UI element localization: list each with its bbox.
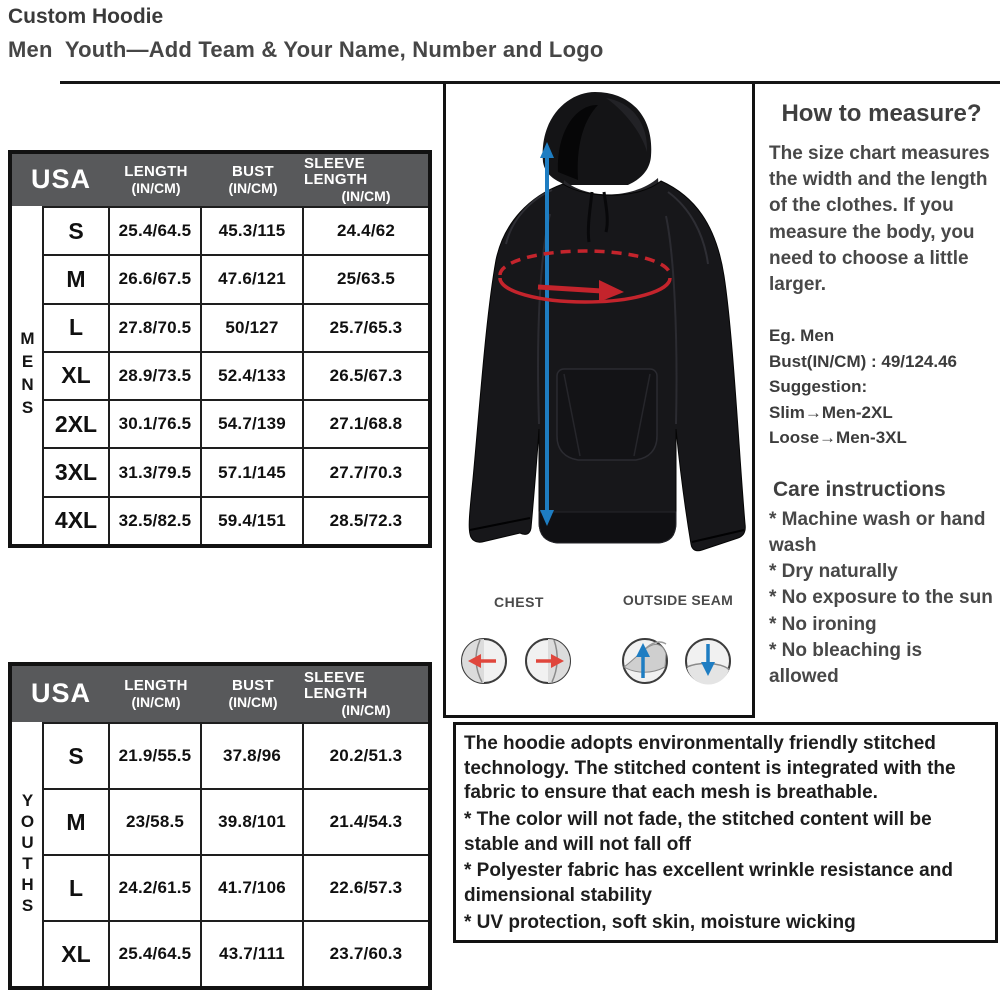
youths-group-cell xyxy=(12,722,44,986)
value-cell: 25/63.5 xyxy=(304,254,428,302)
size-cell: 4XL xyxy=(44,496,110,544)
example-line: Bust(IN/CM) : 49/124.46 xyxy=(769,351,957,371)
hoodie-image xyxy=(469,92,745,551)
size-cell: L xyxy=(44,854,110,920)
example-line: Slim→Men-2XL xyxy=(769,402,893,422)
value-cell: 25.4/64.5 xyxy=(110,920,202,986)
value-cell: 28.9/73.5 xyxy=(110,351,202,399)
value-cell: 31.3/79.5 xyxy=(110,447,202,495)
care-item: * Machine wash or hand wash xyxy=(769,508,986,557)
value-cell: 32.5/82.5 xyxy=(110,496,202,544)
mens-size-table xyxy=(8,150,432,548)
product-description-panel xyxy=(453,722,998,943)
size-cell: M xyxy=(44,254,110,302)
value-cell: 37.8/96 xyxy=(202,722,304,788)
value-cell: 59.4/151 xyxy=(202,496,304,544)
example-line: Eg. Men xyxy=(769,326,835,346)
value-cell: 28.5/72.3 xyxy=(304,496,428,544)
youths-bust-header: BUST (IN/CM) xyxy=(202,666,304,722)
outside-seam-down-icon xyxy=(686,639,730,685)
size-cell: L xyxy=(44,303,110,351)
youths-length-header: LENGTH (IN/CM) xyxy=(110,666,202,722)
value-cell: 25.4/64.5 xyxy=(110,206,202,254)
value-cell: 24.4/62 xyxy=(304,206,428,254)
youths-group-label: YOUTHS xyxy=(18,791,37,917)
value-cell: 47.6/121 xyxy=(202,254,304,302)
value-cell: 26.6/67.5 xyxy=(110,254,202,302)
value-cell: 50/127 xyxy=(202,303,304,351)
value-cell: 23.7/60.3 xyxy=(304,920,428,986)
mens-usa-header: USA xyxy=(12,154,110,206)
size-cell: M xyxy=(44,788,110,854)
value-cell: 21.4/54.3 xyxy=(304,788,428,854)
value-cell: 27.1/68.8 xyxy=(304,399,428,447)
size-cell: S xyxy=(44,206,110,254)
size-cell: S xyxy=(44,722,110,788)
size-example-block xyxy=(769,323,994,451)
value-cell: 21.9/55.5 xyxy=(110,722,202,788)
size-cell: 2XL xyxy=(44,399,110,447)
value-cell: 25.7/65.3 xyxy=(304,303,428,351)
value-cell: 24.2/61.5 xyxy=(110,854,202,920)
value-cell: 57.1/145 xyxy=(202,447,304,495)
page-title: Custom Hoodie xyxy=(8,5,164,28)
how-to-measure-body: The size chart measures the width and the length of the clothes. If you measure the body, you need to choose a little larger. xyxy=(769,143,990,296)
size-cell: XL xyxy=(44,351,110,399)
value-cell: 43.7/111 xyxy=(202,920,304,986)
care-item: * No exposure to the sun xyxy=(769,587,993,609)
description-line: * Polyester fabric has excellent wrinkle resistance and dimensional stability xyxy=(464,860,953,907)
care-instructions-heading: Care instructions xyxy=(773,477,946,501)
size-cell: XL xyxy=(44,920,110,986)
how-to-measure-panel xyxy=(755,84,1000,718)
value-cell: 23/58.5 xyxy=(110,788,202,854)
mens-sleeve-header: SLEEVE LENGTH (IN/CM) xyxy=(304,154,428,206)
outside-seam-label: OUTSIDE SEAM xyxy=(622,592,734,608)
value-cell: 41.7/106 xyxy=(202,854,304,920)
value-cell: 30.1/76.5 xyxy=(110,399,202,447)
chest-label: CHEST xyxy=(494,594,544,610)
value-cell: 54.7/139 xyxy=(202,399,304,447)
page-subtitle: Men Youth—Add Team & Your Name, Number and Logo xyxy=(8,37,604,62)
value-cell: 26.5/67.3 xyxy=(304,351,428,399)
value-cell: 20.2/51.3 xyxy=(304,722,428,788)
value-cell: 22.6/57.3 xyxy=(304,854,428,920)
hoodie-measurement-diagram xyxy=(446,84,752,712)
chest-width-right-icon xyxy=(526,639,570,683)
description-line: The hoodie adopts environmentally friendly stitched technology. The stitched content is integrated with the fabric to ensure that each mesh is breathable. xyxy=(464,733,956,804)
care-item: * No ironing xyxy=(769,613,877,635)
youths-usa-header: USA xyxy=(12,666,110,722)
value-cell: 52.4/133 xyxy=(202,351,304,399)
description-line: * The color will not fade, the stitched content will be stable and will not fall off xyxy=(464,809,932,855)
youths-size-table xyxy=(8,662,432,990)
how-to-measure-heading: How to measure? xyxy=(781,100,982,127)
chest-width-left-icon xyxy=(462,639,506,683)
value-cell: 45.3/115 xyxy=(202,206,304,254)
example-line: Suggestion: xyxy=(769,377,868,397)
value-cell: 27.8/70.5 xyxy=(110,303,202,351)
care-item: * No bleaching is allowed xyxy=(769,639,923,688)
size-cell: 3XL xyxy=(44,447,110,495)
youths-sleeve-header: SLEEVE LENGTH (IN/CM) xyxy=(304,666,428,722)
mens-length-header: LENGTH (IN/CM) xyxy=(110,154,202,206)
mens-group-label: MENS xyxy=(18,328,37,421)
value-cell: 39.8/101 xyxy=(202,788,304,854)
example-line: Loose→Men-3XL xyxy=(769,428,907,448)
mens-group-cell xyxy=(12,206,44,544)
outside-seam-up-icon xyxy=(623,639,667,683)
description-line: * UV protection, soft skin, moisture wicking xyxy=(464,911,856,933)
value-cell: 27.7/70.3 xyxy=(304,447,428,495)
mens-bust-header: BUST (IN/CM) xyxy=(202,154,304,206)
hoodie-diagram-panel xyxy=(443,84,755,718)
care-item: * Dry naturally xyxy=(769,561,898,583)
